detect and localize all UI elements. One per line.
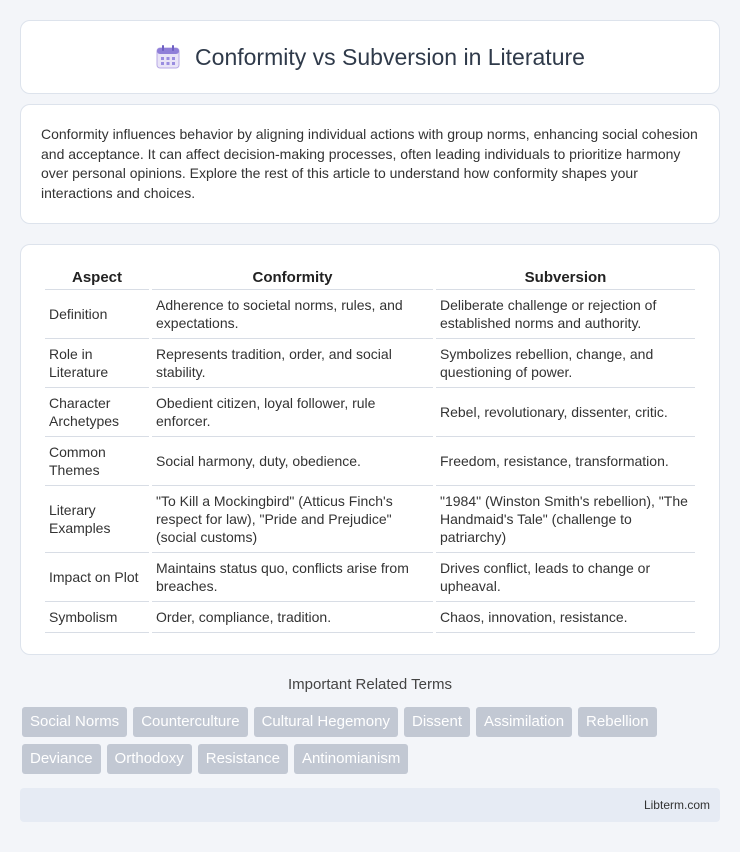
comparison-table <box>42 265 698 633</box>
comparison-table-card <box>20 244 720 655</box>
table-row <box>45 602 695 633</box>
cell-subversion: Deliberate challenge or rejection of established norms and authority. <box>436 290 695 339</box>
cell-aspect: Definition <box>45 290 149 339</box>
related-term-tag[interactable]: Orthodoxy <box>107 744 192 774</box>
cell-conformity: Maintains status quo, conflicts arise from breaches. <box>152 553 433 602</box>
header-card <box>20 20 720 94</box>
cell-conformity: Represents tradition, order, and social stability. <box>152 339 433 388</box>
cell-subversion: Drives conflict, leads to change or upheaval. <box>436 553 695 602</box>
intro-text: Conformity influences behavior by aligning individual actions with group norms, enhancing social cohesion and acceptance. It can affect decision-making processes, often leading individuals to prioritize harmony over personal opinions. Explore the rest of this article to understand how conformity shapes your interactions and choices. <box>41 126 698 201</box>
cell-subversion: Freedom, resistance, transformation. <box>436 437 695 486</box>
calendar-icon <box>155 44 181 70</box>
cell-aspect: Common Themes <box>45 437 149 486</box>
cell-subversion: Chaos, innovation, resistance. <box>436 602 695 633</box>
cell-subversion: "1984" (Winston Smith's rebellion), "The Handmaid's Tale" (challenge to patriarchy) <box>436 486 695 553</box>
header-subversion: Subversion <box>436 265 695 290</box>
related-term-tag[interactable]: Counterculture <box>133 707 247 737</box>
header-aspect: Aspect <box>45 265 149 290</box>
related-term-tag[interactable]: Dissent <box>404 707 470 737</box>
cell-aspect: Role in Literature <box>45 339 149 388</box>
page-title: Conformity vs Subversion in Literature <box>195 43 585 70</box>
table-row <box>45 437 695 486</box>
table-header-row <box>45 265 695 290</box>
table-row <box>45 486 695 553</box>
cell-conformity: Obedient citizen, loyal follower, rule enforcer. <box>152 388 433 437</box>
table-row <box>45 290 695 339</box>
cell-aspect: Symbolism <box>45 602 149 633</box>
cell-conformity: Order, compliance, tradition. <box>152 602 433 633</box>
related-term-tag[interactable]: Deviance <box>22 744 101 774</box>
intro-card <box>20 104 720 224</box>
cell-aspect: Impact on Plot <box>45 553 149 602</box>
related-term-tag[interactable]: Resistance <box>198 744 288 774</box>
table-row <box>45 553 695 602</box>
header-conformity: Conformity <box>152 265 433 290</box>
cell-subversion: Rebel, revolutionary, dissenter, critic. <box>436 388 695 437</box>
related-term-tag[interactable]: Assimilation <box>476 707 572 737</box>
related-terms-title: Important Related Terms <box>288 676 452 693</box>
related-term-tag[interactable]: Rebellion <box>578 707 657 737</box>
cell-conformity: Social harmony, duty, obedience. <box>152 437 433 486</box>
footer-site[interactable]: Libterm.com <box>643 798 710 812</box>
table-row <box>45 339 695 388</box>
related-term-tag[interactable]: Cultural Hegemony <box>254 707 398 737</box>
cell-aspect: Literary Examples <box>45 486 149 553</box>
cell-conformity: Adherence to societal norms, rules, and expectations. <box>152 290 433 339</box>
cell-subversion: Symbolizes rebellion, change, and questioning of power. <box>436 339 695 388</box>
table-row <box>45 388 695 437</box>
related-terms-list <box>22 707 722 774</box>
cell-conformity: "To Kill a Mockingbird" (Atticus Finch's respect for law), "Pride and Prejudice" (social customs) <box>152 486 433 553</box>
related-term-tag[interactable]: Antinomianism <box>294 744 408 774</box>
footer <box>20 788 720 822</box>
related-term-tag[interactable]: Social Norms <box>22 707 127 737</box>
cell-aspect: Character Archetypes <box>45 388 149 437</box>
